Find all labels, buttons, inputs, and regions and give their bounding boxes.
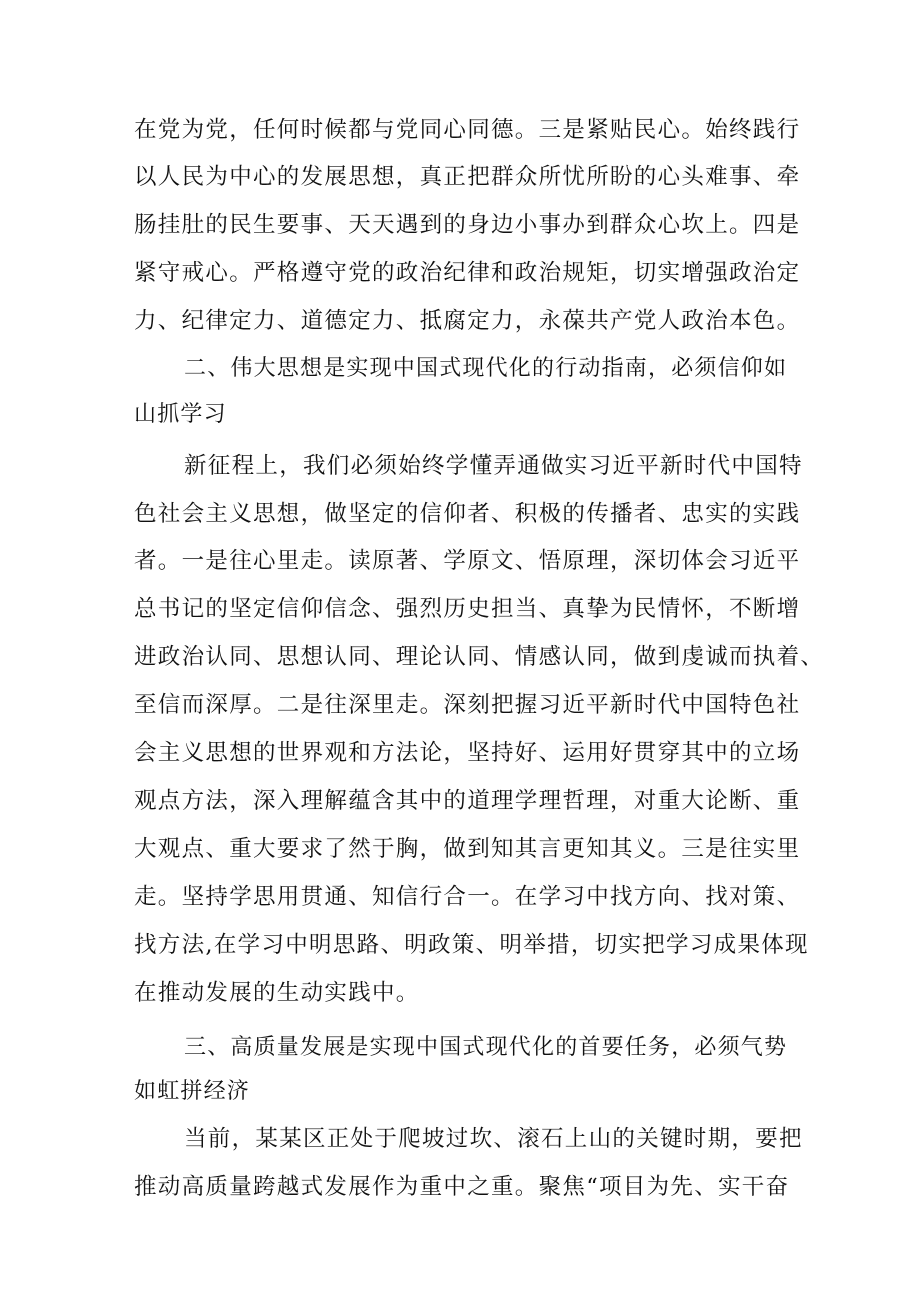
text-line: 以人民为中心的发展思想，真正把群众所忧所盼的心头难事、牵 xyxy=(134,164,801,190)
text-line: 观点方法，深入理解蕴含其中的道理学理哲理，对重大论断、重 xyxy=(134,788,801,814)
text-line: 走。坚持学思用贯通、知信行合一。在学习中找方向、找对策、 xyxy=(134,884,801,910)
text-line: 大观点、重大要求了然于胸，做到知其言更知其义。三是往实里 xyxy=(134,836,801,862)
text-line: 在党为党，任何时候都与党同心同德。三是紧贴民心。始终践行 xyxy=(134,117,801,143)
text-line: 推动高质量跨越式发展作为重中之重。聚焦“项目为先、实干奋 xyxy=(134,1174,790,1200)
text-line: 找方法,在学习中明思路、明政策、明举措，切实把学习成果体现 xyxy=(134,932,809,958)
text-line: 新征程上，我们必须始终学懂弄通做实习近平新时代中国特 xyxy=(184,453,803,479)
section-heading: 山抓学习 xyxy=(134,402,227,427)
text-line: 在推动发展的生动实践中。 xyxy=(134,980,420,1006)
text-line: 肠挂肚的民生要事、天天遇到的身边小事办到群众心坎上。四是 xyxy=(134,212,801,238)
text-line: 力、纪律定力、道德定力、抵腐定力，永葆共产党人政治本色。 xyxy=(134,308,801,334)
text-line: 紧守戒心。严格遵守党的政治纪律和政治规矩，切实增强政治定 xyxy=(134,260,801,286)
section-heading: 三、高质量发展是实现中国式现代化的首要任务，必须气势 xyxy=(184,1035,788,1060)
text-line: 进政治认同、思想认同、理论认同、情感认同，做到虔诚而执着、 xyxy=(134,644,825,670)
section-heading: 如虹拼经济 xyxy=(134,1079,251,1104)
text-line: 当前，某某区正处于爬坡过坎、滚石上山的关键时期，要把 xyxy=(184,1126,803,1152)
text-line: 至信而深厚。二是往深里走。深刻把握习近平新时代中国特色社 xyxy=(134,692,801,718)
text-line: 者。一是往心里走。读原著、学原文、悟原理，深切体会习近平 xyxy=(134,548,801,574)
text-line: 色社会主义思想，做坚定的信仰者、积极的传播者、忠实的实践 xyxy=(134,501,801,527)
text-line: 会主义思想的世界观和方法论，坚持好、运用好贯穿其中的立场 xyxy=(134,740,801,766)
section-heading: 二、伟大思想是实现中国式现代化的行动指南，必须信仰如 xyxy=(184,356,788,381)
text-line: 总书记的坚定信仰信念、强烈历史担当、真挚为民情怀，不断增 xyxy=(134,596,801,622)
